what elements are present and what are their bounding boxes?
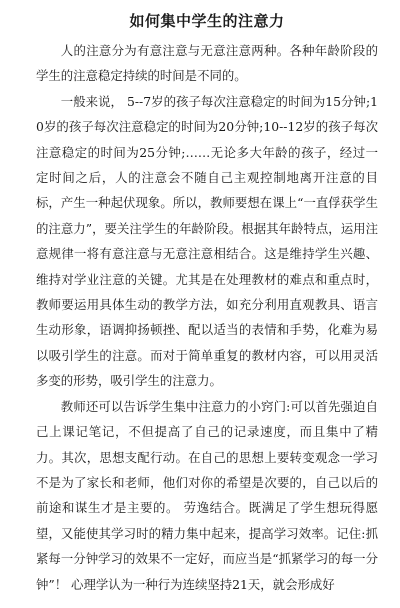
paragraph-attention-types: 人的注意分为有意注意与无意注意两种。各种年龄阶段的学生的注意稳定持续的时间是不同的。: [36, 43, 378, 84]
paragraph-age-attention-span: 一般来说， 5--7岁的孩子每次注意稳定的时间为15分钟;10岁的孩子每次注意稳定的时间为20分钟;10--12岁的孩子每次注意稳定的时间为25分钟;……无论多大年龄的孩子，经过一定时间之后，人的注意会不随自己主观控制地离开注意的目标，产生一种起伏现象。所以，教师要想在课上“一直俘获学生的注意力”，要关注学生的年龄阶段。根据其年龄特点，运用注意规律一将有意注意与无意注意相结合。这是维持学生兴趣、维持对学业注意的关键。尤其是在处理教材的难点和重点时，教师要运用具体生动的教学方法，如充分利用直观教具、语言生动形象，语调抑扬顿挫、配以适当的表情和手势，化难为易以吸引学生的注意。而对于简单重复的教材内容，可以用灵活多变的形势，吸引学生的注意力。: [36, 93, 378, 389]
document-title: 如何集中学生的注意力: [129, 12, 285, 30]
paragraph-focus-tips: 教师还可以告诉学生集中注意力的小窍门:可以首先强迫自己上课记笔记，不但提高了自己的记录速度，而且集中了精力。其次，思想支配行动。在自己的思想上要转变观念一学习不是为了家长和老师，他们对你的希望是次要的，自己以后的前途和谋生才是主要的。 劳逸结合。既满足了学生想玩得愿望，又能使其学习时的精力集中起来，提高学习效率。记住:抓紧每一分钟学习的效果不一定好，而应当是“抓紧学习的每一分钟”！ 心理学认为一种行为连续坚持21天，就会形成好: [36, 398, 378, 592]
